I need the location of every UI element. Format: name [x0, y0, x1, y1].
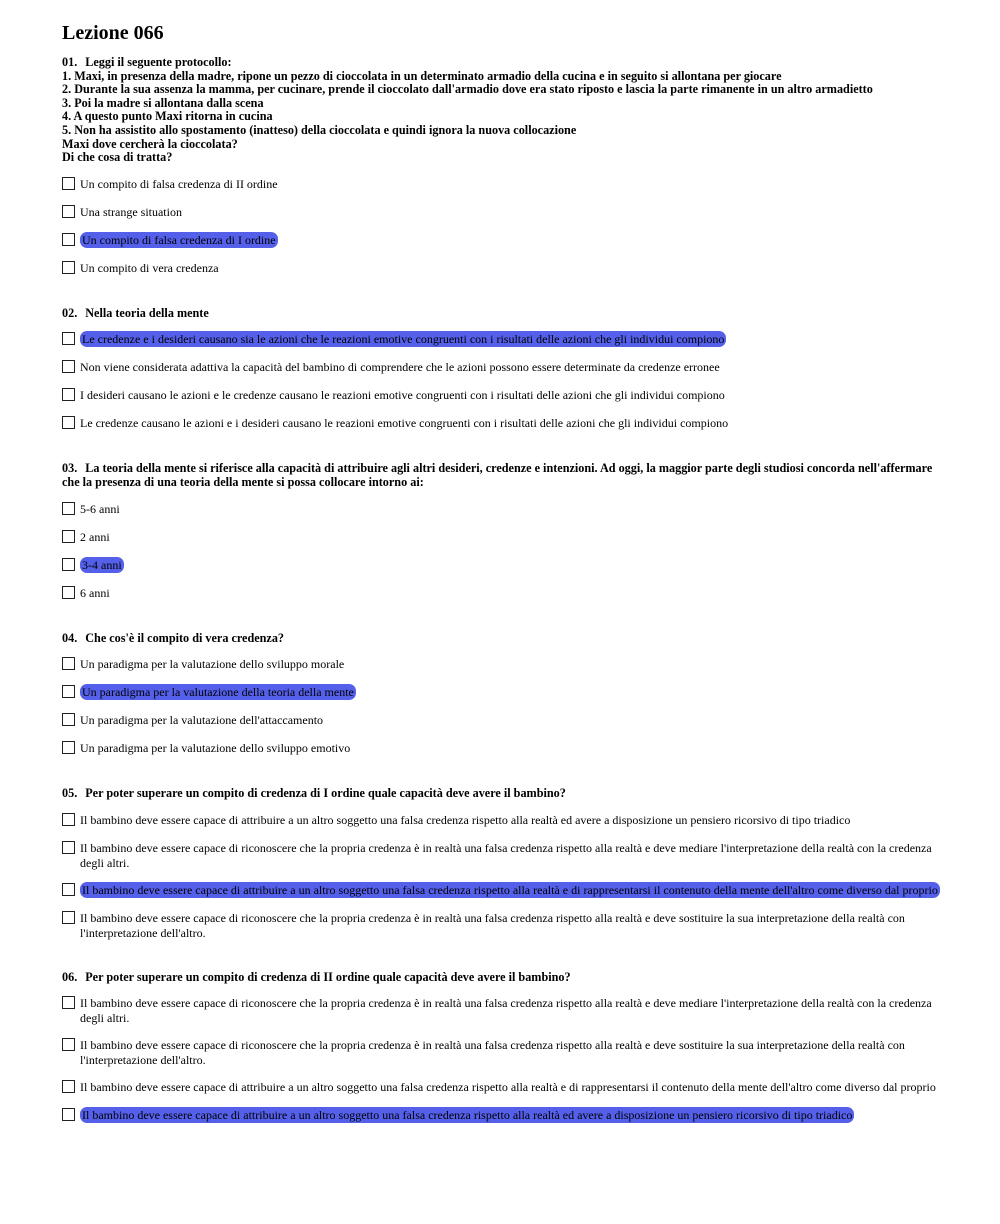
question-number: 06.: [62, 969, 78, 984]
answer-checkbox[interactable]: [62, 502, 75, 515]
answer-text: Le credenze causano le azioni e i desideri causano le reazioni emotive congruenti con i risultati delle azioni che gli individui compiono: [80, 416, 729, 431]
question-number: 02.: [62, 305, 78, 320]
answer-checkbox[interactable]: [62, 530, 75, 543]
answer-text-highlighted: Un compito di falsa credenza di I ordine: [82, 232, 276, 247]
answer-option[interactable]: [62, 813, 942, 829]
question-line: La teoria della mente si riferisce alla capacità di attribuire agli altri desideri, credenze e intenzioni. Ad oggi, la maggior parte degli studiosi concorda nell'affermare che la presenza di una teoria della mente si possa collocare intorno ai:: [62, 461, 933, 489]
question-3: [62, 462, 942, 631]
answer-checkbox[interactable]: [62, 558, 75, 571]
answer-checkbox[interactable]: [62, 813, 75, 826]
answer-option[interactable]: [62, 261, 942, 277]
answer-text: Un compito di falsa credenza di II ordine: [80, 176, 278, 191]
question-line: 1. Maxi, in presenza della madre, ripone un pezzo di cioccolata in un determinato armadio della cucina e in seguito si allontana per giocare: [62, 68, 782, 83]
question-number: 01.: [62, 55, 78, 69]
answer-option[interactable]: [62, 1108, 942, 1124]
answer-text-highlighted: Le credenze e i desideri causano sia le azioni che le reazioni emotive congruenti con i risultati delle azioni che gli individui compiono: [82, 332, 725, 347]
answer-option[interactable]: [62, 996, 942, 1026]
answer-text-highlighted: 3-4 anni: [82, 557, 122, 572]
answer-checkbox[interactable]: [62, 841, 75, 854]
answer-option[interactable]: [62, 360, 942, 376]
answer-text: Il bambino deve essere capace di attribuire a un altro soggetto una falsa credenza rispetto alla realtà ed avere a disposizione un pensiero ricorsivo di tipo triadico: [80, 812, 851, 827]
answer-option[interactable]: [62, 713, 942, 729]
answer-text: Un paradigma per la valutazione dell'attaccamento: [80, 713, 324, 728]
answer-checkbox[interactable]: [62, 388, 75, 401]
answer-checkbox[interactable]: [62, 1108, 75, 1121]
answer-text-highlighted: Il bambino deve essere capace di attribuire a un altro soggetto una falsa credenza rispetto alla realtà e di rappresentarsi il contenuto della mente dell'altro come diverso dal proprio: [82, 882, 938, 897]
answer-text: Un paradigma per la valutazione dello sviluppo morale: [80, 657, 345, 672]
answer-text-highlighted: Il bambino deve essere capace di attribuire a un altro soggetto una falsa credenza rispetto alla realtà ed avere a disposizione un pensiero ricorsivo di tipo triadico: [82, 1108, 853, 1123]
answer-option[interactable]: [62, 177, 942, 193]
answer-text: 5-6 anni: [80, 501, 120, 516]
answer-text: Un compito di vera credenza: [80, 260, 219, 275]
question-line: 5. Non ha assistito allo spostamento (inatteso) della cioccolata e quindi ignora la nuova collocazione: [62, 122, 577, 137]
answer-checkbox[interactable]: [62, 996, 75, 1009]
question-number: 03.: [62, 461, 78, 476]
answer-option[interactable]: [62, 1038, 942, 1068]
question-number: 05.: [62, 786, 78, 801]
question-list: [62, 56, 942, 1124]
answer-text: Un paradigma per la valutazione dello sviluppo emotivo: [80, 741, 351, 756]
question-line: 4. A questo punto Maxi ritorna in cucina: [62, 109, 273, 124]
answer-text: I desideri causano le azioni e le credenze causano le reazioni emotive congruenti con i risultati delle azioni che gli individui compiono: [80, 388, 725, 403]
page-title: Lezione 066: [62, 22, 164, 44]
answer-text: Il bambino deve essere capace di riconoscere che la propria credenza è in realtà una falsa credenza rispetto alla realtà e deve mediare l'interpretazione della realtà con la credenza degli altri.: [80, 840, 932, 870]
answer-option[interactable]: [62, 1080, 942, 1096]
answer-option[interactable]: [62, 841, 942, 871]
answer-option[interactable]: [62, 416, 942, 432]
question-number: 04.: [62, 630, 78, 645]
document-page: [62, 20, 942, 1136]
answer-checkbox[interactable]: [62, 332, 75, 345]
answer-checkbox[interactable]: [62, 205, 75, 218]
answer-checkbox[interactable]: [62, 883, 75, 896]
answer-checkbox[interactable]: [62, 1038, 75, 1051]
question-text: [62, 307, 942, 321]
answer-text: Non viene considerata adattiva la capacità del bambino di comprendere che le azioni possono essere determinate da credenze erronee: [80, 360, 720, 375]
answer-option[interactable]: [62, 502, 942, 518]
question-line: Nella teoria della mente: [85, 305, 209, 320]
answer-text: Una strange situation: [80, 204, 182, 219]
answer-text: Il bambino deve essere capace di attribuire a un altro soggetto una falsa credenza rispetto alla realtà e di rappresentarsi il contenuto della mente dell'altro come diverso dal proprio: [80, 1080, 936, 1095]
answer-text: 2 anni: [80, 529, 110, 544]
answer-checkbox[interactable]: [62, 416, 75, 429]
answer-checkbox[interactable]: [62, 586, 75, 599]
answer-checkbox[interactable]: [62, 233, 75, 246]
question-line: Che cos'è il compito di vera credenza?: [85, 630, 285, 645]
question-1: [62, 56, 942, 307]
question-5: [62, 787, 942, 971]
answer-option[interactable]: [62, 685, 942, 701]
question-text: [62, 787, 942, 801]
answer-option[interactable]: [62, 205, 942, 221]
answer-option[interactable]: [62, 741, 942, 757]
question-line: Leggi il seguente protocollo:: [85, 55, 232, 69]
question-text: [62, 56, 942, 165]
answer-text: Il bambino deve essere capace di riconoscere che la propria credenza è in realtà una falsa credenza rispetto alla realtà e deve sostituire la sua interpretazione della realtà con l'interpretazione dell'altro.: [80, 1038, 905, 1068]
answer-option[interactable]: [62, 233, 942, 249]
answer-option[interactable]: [62, 657, 942, 673]
question-line: Di che cosa di tratta?: [62, 150, 173, 165]
answer-option[interactable]: [62, 332, 942, 348]
question-line: Per poter superare un compito di credenza di II ordine quale capacità deve avere il bambino?: [85, 969, 571, 984]
answer-option[interactable]: [62, 586, 942, 602]
question-line: Per poter superare un compito di credenza di I ordine quale capacità deve avere il bambino?: [85, 786, 566, 801]
question-6: [62, 971, 942, 1125]
answer-checkbox[interactable]: [62, 360, 75, 373]
question-text: [62, 632, 942, 646]
answer-option[interactable]: [62, 911, 942, 941]
question-text: [62, 971, 942, 985]
answer-text: Il bambino deve essere capace di riconoscere che la propria credenza è in realtà una falsa credenza rispetto alla realtà e deve mediare l'interpretazione della realtà con la credenza degli altri.: [80, 996, 932, 1026]
question-line: 2. Durante la sua assenza la mamma, per cucinare, prende il cioccolato dall'armadio dove era stato riposto e lascia la parte rimanente in un altro armadietto: [62, 82, 873, 97]
answer-checkbox[interactable]: [62, 177, 75, 190]
answer-checkbox[interactable]: [62, 741, 75, 754]
answer-text: 6 anni: [80, 585, 110, 600]
answer-checkbox[interactable]: [62, 1080, 75, 1093]
answer-text: Il bambino deve essere capace di riconoscere che la propria credenza è in realtà una falsa credenza rispetto alla realtà e deve sostituire la sua interpretazione della realtà con l'interpretazione dell'altro.: [80, 910, 905, 940]
answer-option[interactable]: [62, 530, 942, 546]
answer-text-highlighted: Un paradigma per la valutazione della teoria della mente: [82, 685, 354, 700]
question-text: [62, 462, 942, 489]
question-2: [62, 307, 942, 463]
question-4: [62, 632, 942, 788]
answer-option[interactable]: [62, 388, 942, 404]
answer-checkbox[interactable]: [62, 261, 75, 274]
answer-checkbox[interactable]: [62, 685, 75, 698]
answer-option[interactable]: [62, 883, 942, 899]
answer-checkbox[interactable]: [62, 911, 75, 924]
question-line: 3. Poi la madre si allontana dalla scena: [62, 95, 264, 110]
answer-checkbox[interactable]: [62, 657, 75, 670]
answer-checkbox[interactable]: [62, 713, 75, 726]
question-line: Maxi dove cercherà la cioccolata?: [62, 136, 238, 151]
answer-option[interactable]: [62, 558, 942, 574]
